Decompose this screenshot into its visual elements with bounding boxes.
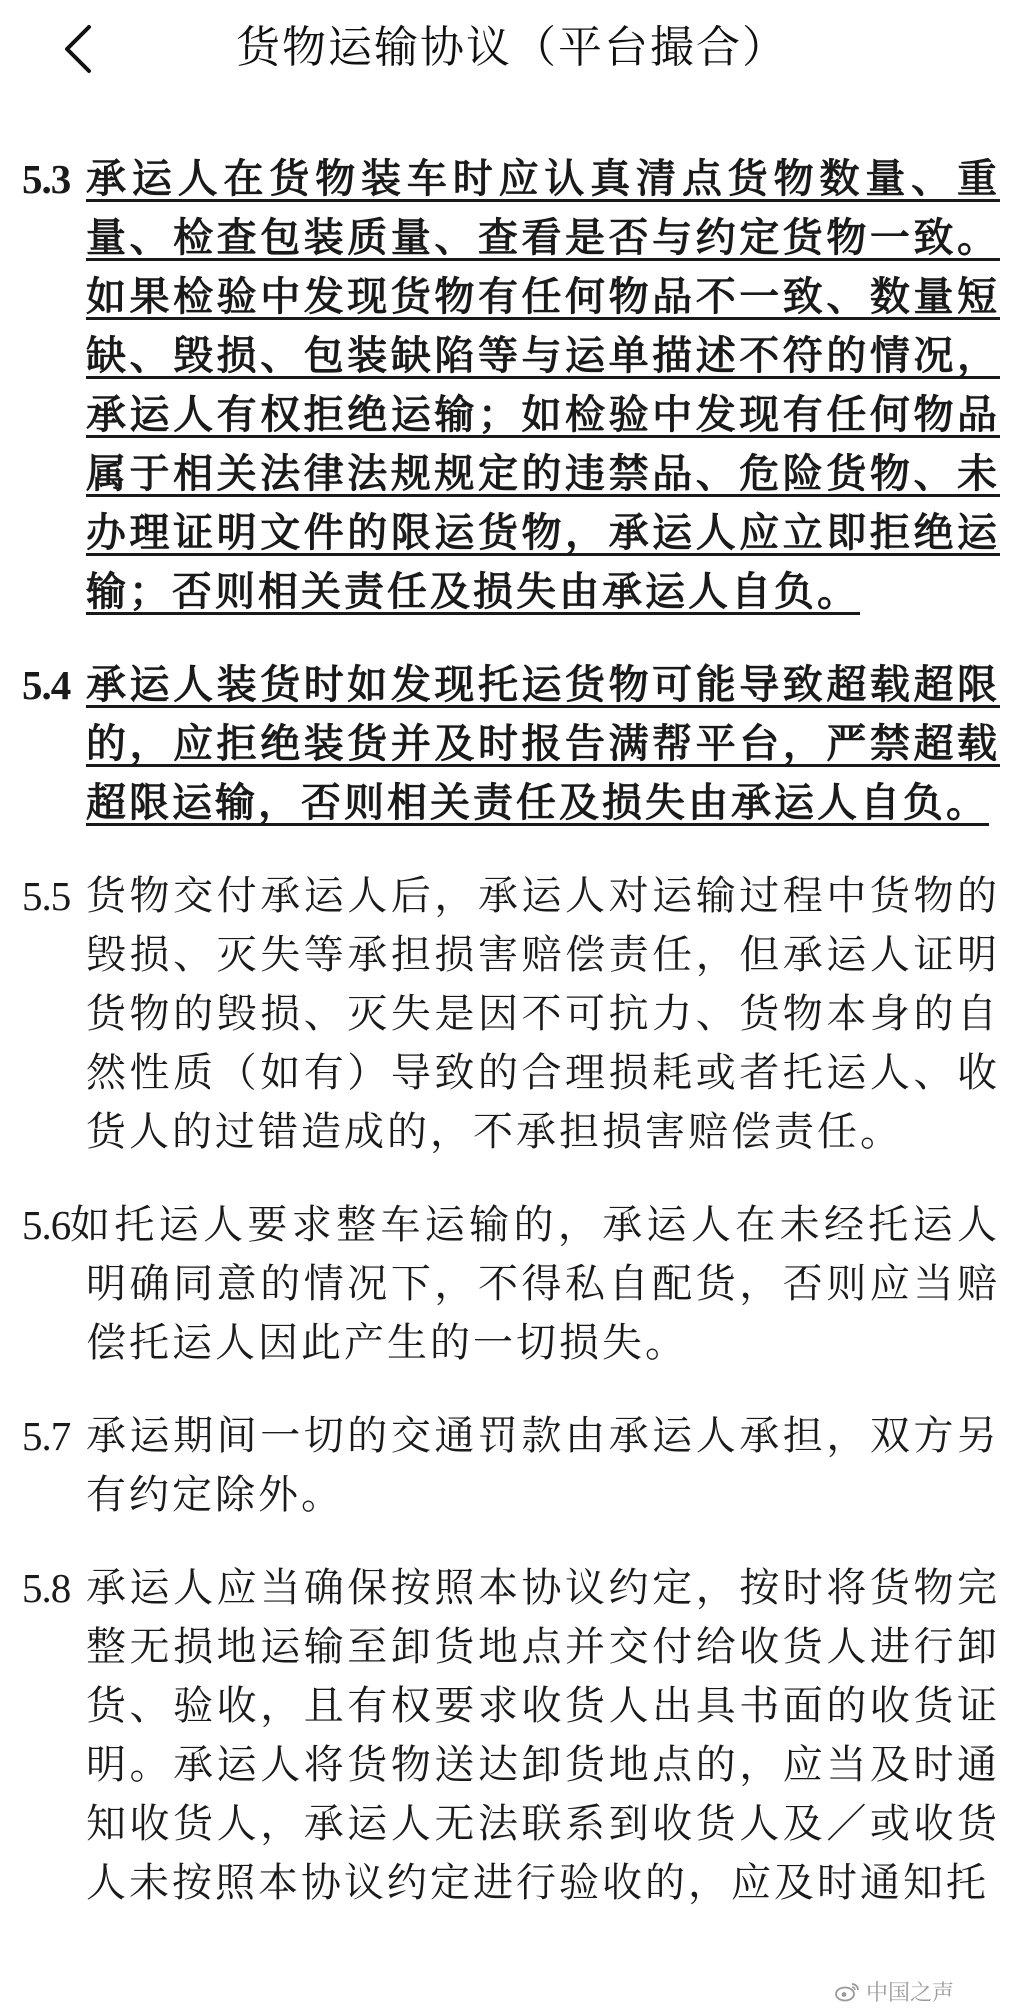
clause-number: 5.4 bbox=[22, 662, 71, 708]
clause-5-4 bbox=[22, 656, 1000, 833]
clause-5-8 bbox=[22, 1559, 1000, 1913]
watermark-text: 中国之声 bbox=[865, 1981, 954, 2006]
weibo-icon bbox=[834, 1982, 860, 2002]
page-title: 货物运输协议（平台撮合） bbox=[236, 22, 788, 73]
clause-text: 承运人在货物装车时应认真清点货物数量、重量、检查包装质量、查看是否与约定货物一致。如果检验中发现货物有任何物品不一致、数量短缺、毁损、包装缺陷等与运单描述不符的情况，承运人有权拒绝运输；如检验中发现有任何物品属于相关法律法规规定的违禁品、危险货物、未办理证明文件的限运货物，承运人应立即拒绝运输；否则相关责任及损失由承运人自负。 bbox=[86, 156, 1000, 615]
clause-5-3 bbox=[22, 150, 1000, 622]
clause-number: 5.6 bbox=[22, 1202, 71, 1248]
clause-text: 货物交付承运人后，承运人对运输过程中货物的毁损、灭失等承担损害赔偿责任，但承运人证明货物的毁损、灭失是因不可抗力、货物本身的自然性质（如有）导致的合理损耗或者托运人、收货人的过错造成的，不承担损害赔偿责任。 bbox=[86, 873, 1000, 1155]
clause-text: 如托运人要求整车运输的，承运人在未经托运人明确同意的情况下，不得私自配货，否则应当赔偿托运人因此产生的一切损失。 bbox=[70, 1202, 1000, 1366]
clause-number: 5.5 bbox=[22, 873, 71, 919]
clause-number: 5.3 bbox=[22, 156, 71, 202]
clause-5-6 bbox=[22, 1196, 1000, 1373]
clause-5-5 bbox=[22, 867, 1000, 1162]
header-bar bbox=[0, 0, 1024, 100]
clause-5-7 bbox=[22, 1407, 1000, 1525]
clause-text: 承运人应当确保按照本协议约定，按时将货物完整无损地运输至卸货地点并交付给收货人进行卸货、验收，且有权要求收货人出具书面的收货证明。承运人将货物送达卸货地点的，应当及时通知收货人，承运人无法联系到收货人及／或收货人未按照本协议约定进行验收的，应及时通知托 bbox=[86, 1565, 1000, 1906]
agreement-content bbox=[0, 150, 1024, 1913]
clause-number: 5.7 bbox=[22, 1413, 71, 1459]
clause-text: 承运期间一切的交通罚款由承运人承担，双方另有约定除外。 bbox=[86, 1413, 1000, 1518]
clause-text: 承运人装货时如发现托运货物可能导致超载超限的，应拒绝装货并及时报告满帮平台，严禁超载超限运输，否则相关责任及损失由承运人自负。 bbox=[86, 662, 1000, 826]
watermark bbox=[834, 1976, 954, 2007]
clause-number: 5.8 bbox=[22, 1565, 71, 1611]
